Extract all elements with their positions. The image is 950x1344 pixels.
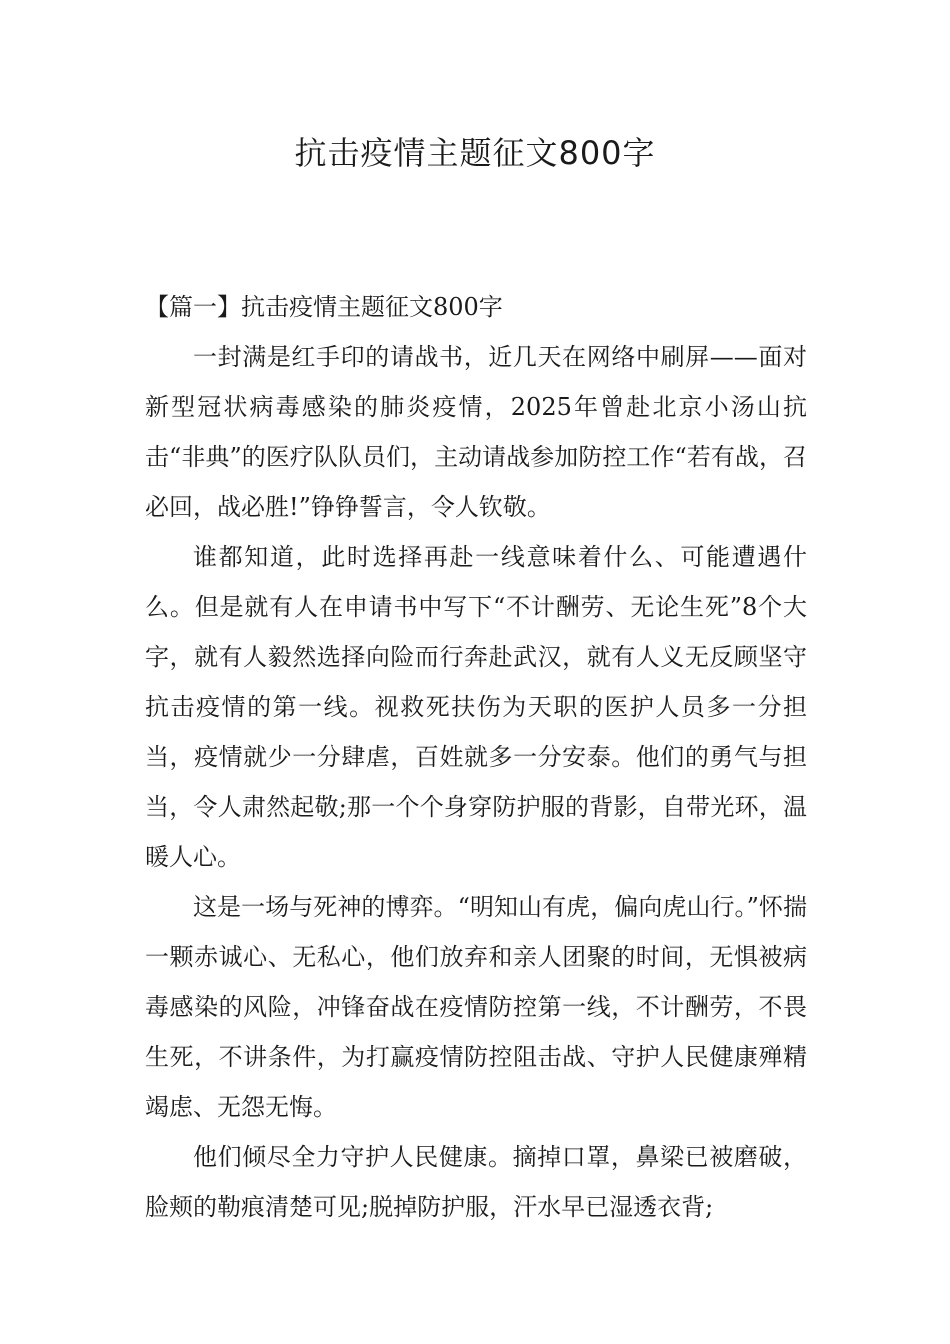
document-body [145, 282, 807, 1232]
paragraph-3: 这是一场与死神的博弈。“明知山有虎，偏向虎山行。”怀揣一颗赤诚心、无私心，他们放弃和亲人团聚的时间，无惧被病毒感染的风险，冲锋奋战在疫情防控第一线，不计酬劳，不畏生死，不讲条件，为打赢疫情防控阻击战、守护人民健康殚精竭虑、无怨无悔。 [145, 893, 807, 1121]
paragraph-1: 一封满是红手印的请战书，近几天在网络中刷屏——面对新型冠状病毒感染的肺炎疫情，2025年曾赴北京小汤山抗击“非典”的医疗队队员们，主动请战参加防控工作“若有战，召必回，战必胜!”铮铮誓言，令人钦敬。 [145, 343, 807, 521]
document-title: 抗击疫情主题征文800字 [294, 134, 656, 172]
paragraph-2: 谁都知道，此时选择再赴一线意味着什么、可能遭遇什么。但是就有人在申请书中写下“不计酬劳、无论生死”8个大字，就有人毅然选择向险而行奔赴武汉，就有人义无反顾坚守抗击疫情的第一线。视救死扶伤为天职的医护人员多一分担当，疫情就少一分肆虐，百姓就多一分安泰。他们的勇气与担当，令人肃然起敬;那一个个身穿防护服的背影，自带光环，温暖人心。 [145, 543, 807, 871]
paragraph-4: 他们倾尽全力守护人民健康。摘掉口罩，鼻梁已被磨破，脸颊的勒痕清楚可见;脱掉防护服，汗水早已湿透衣背; [145, 1143, 807, 1221]
section-heading: 【篇一】抗击疫情主题征文800字 [145, 293, 503, 321]
